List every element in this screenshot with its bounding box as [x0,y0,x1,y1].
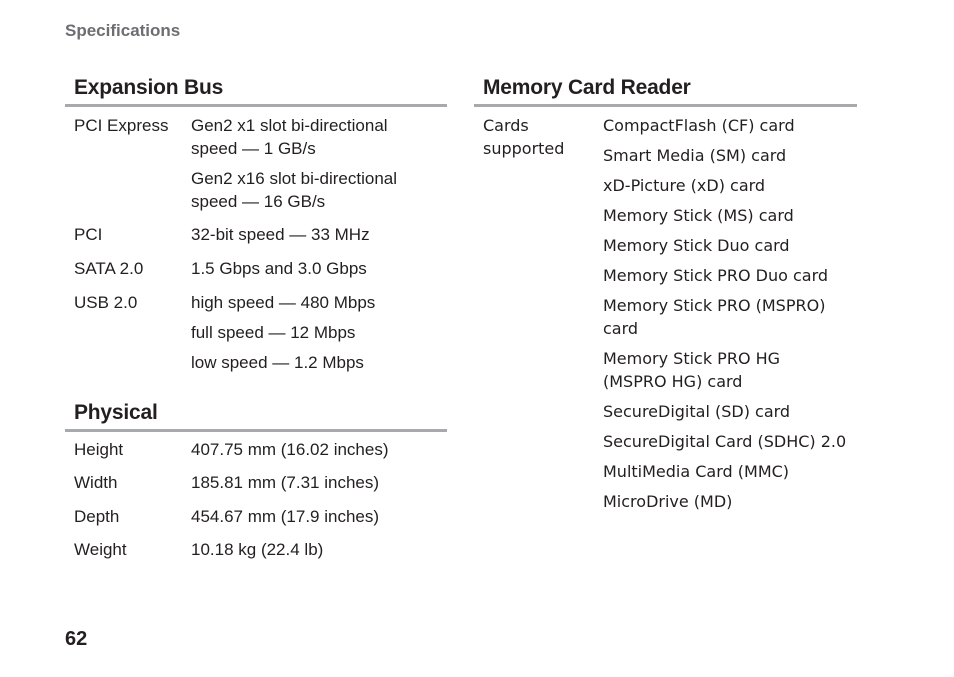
spec-value: Memory Stick Duo card [603,236,790,255]
spec-label: USB 2.0 [74,293,138,312]
page-number: 62 [65,628,88,650]
spec-row-height [65,438,447,468]
spec-row-pci [65,223,447,253]
section-title: Expansion Bus [74,76,224,99]
spec-value: 1.5 Gbps and 3.0 Gbps [191,259,367,278]
memory-card-reader-section [474,74,857,520]
running-header: Specifications [65,21,181,40]
spec-row-pci-express [65,114,447,220]
spec-value: high speed — 480 Mbps [191,293,376,312]
expansion-bus-section [65,74,447,381]
spec-value: xD-Picture (xD) card [603,176,766,195]
spec-row-cards-supported [474,114,857,520]
spec-value: Memory Stick PRO HG (MSPRO HG) card [603,349,781,391]
spec-label: PCI Express [74,116,169,135]
spec-value: 185.81 mm (7.31 inches) [191,473,380,492]
spec-value: 32-bit speed — 33 MHz [191,225,370,244]
spec-label: Height [74,440,124,459]
spec-value: 454.67 mm (17.9 inches) [191,507,380,526]
section-title: Physical [74,401,158,424]
spec-value: Memory Stick (MS) card [603,206,794,225]
spec-value: SecureDigital (SD) card [603,402,791,421]
spec-label: Width [74,473,118,492]
spec-value: MultiMedia Card (MMC) [603,462,790,481]
spec-row-width [65,471,447,501]
spec-value: 407.75 mm (16.02 inches) [191,440,389,459]
spec-label: Weight [74,540,127,559]
spec-row-usb [65,291,447,381]
spec-label: Depth [74,507,120,526]
spec-value: Gen2 x16 slot bi-directional speed — 16 GB/s [191,169,398,211]
spec-value: SecureDigital Card (SDHC) 2.0 [603,432,847,451]
spec-value: full speed — 12 Mbps [191,323,356,342]
spec-value: Memory Stick PRO (MSPRO) card [603,296,826,338]
spec-label: SATA 2.0 [74,259,144,278]
spec-value: MicroDrive (MD) [603,492,733,511]
spec-value: Memory Stick PRO Duo card [603,266,829,285]
spec-label: Cards supported [483,116,565,158]
spec-value: CompactFlash (CF) card [603,116,795,135]
spec-value: Gen2 x1 slot bi-directional speed — 1 GB/s [191,116,388,158]
spec-value: 10.18 kg (22.4 lb) [191,540,324,559]
section-title: Memory Card Reader [483,76,691,99]
spec-value: Smart Media (SM) card [603,146,787,165]
spec-row-weight [65,538,447,568]
spec-label: PCI [74,225,103,244]
spec-value: low speed — 1.2 Mbps [191,353,364,372]
spec-row-depth [65,505,447,535]
spec-row-sata [65,257,447,287]
physical-section [65,399,447,568]
